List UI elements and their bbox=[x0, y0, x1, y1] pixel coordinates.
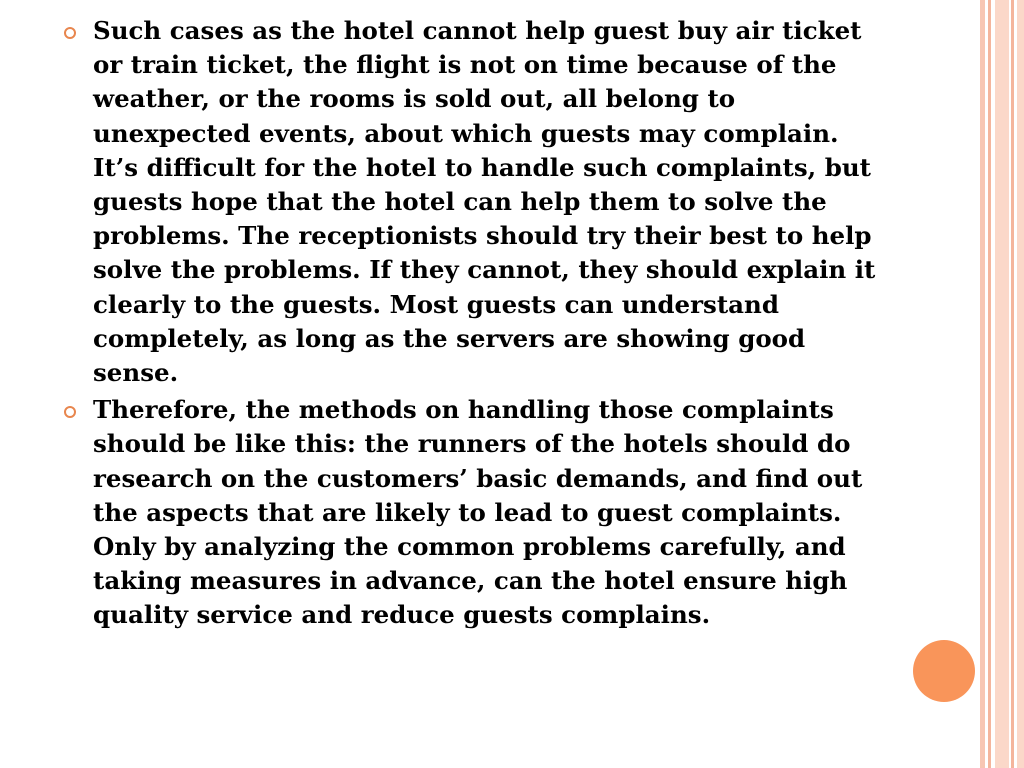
decorative-stripe bbox=[1017, 0, 1024, 768]
bullet-text: Therefore, the methods on handling those complaints should be like this: the runners of the hotels should do research on the customers’ basic demands, and find out the aspects that are likely to lead to guest complaints. Only by analyzing the common problems carefully, and taking measures in advance, can the hotel ensure high quality service and reduce guests complains. bbox=[93, 395, 863, 630]
slide-body bbox=[62, 14, 877, 636]
decorative-stripe bbox=[1011, 0, 1014, 768]
bullet-item bbox=[62, 393, 877, 632]
bullet-circle-icon bbox=[64, 406, 76, 418]
decorative-stripe bbox=[980, 0, 985, 768]
bullet-item bbox=[62, 14, 877, 390]
decorative-stripe bbox=[995, 0, 1009, 768]
bullet-circle-icon bbox=[64, 27, 76, 39]
bullet-text: Such cases as the hotel cannot help guest buy air ticket or train ticket, the flight is not on time because of the weather, or the rooms is sold out, all belong to unexpected events, about which guests may complain. It’s difficult for the hotel to handle such complaints, but guests hope that the hotel can help them to solve the problems. The receptionists should try their best to help solve the problems. If they cannot, they should explain it clearly to the guests. Most guests can understand completely, as long as the servers are showing good sense. bbox=[93, 16, 876, 388]
decorative-stripe bbox=[988, 0, 991, 768]
decorative-circle bbox=[913, 640, 975, 702]
